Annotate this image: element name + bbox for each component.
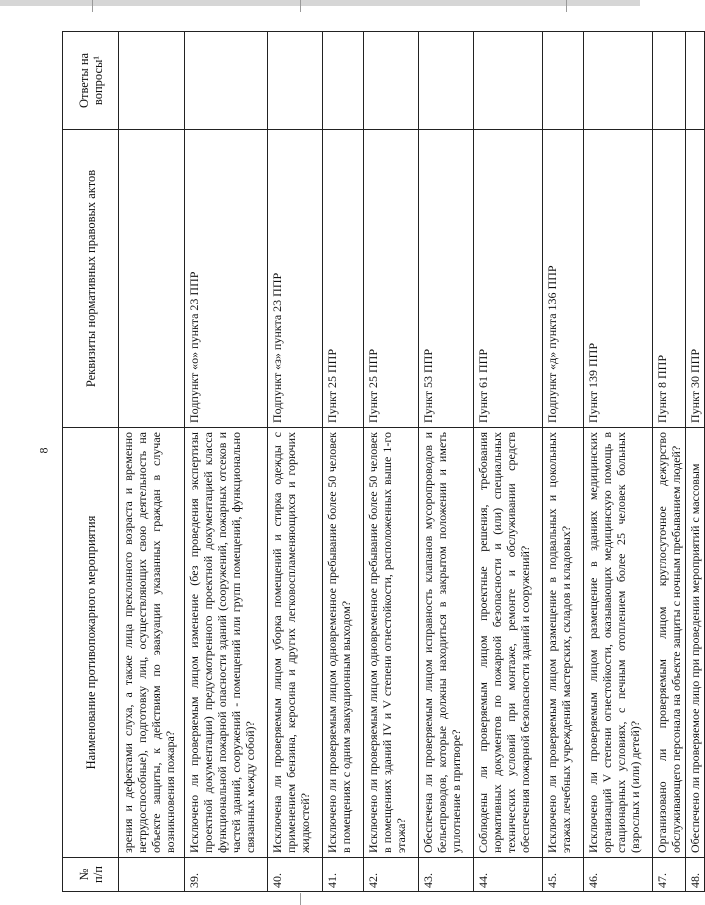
- table-row: [474, 31, 543, 891]
- measure-text: Исключено ли проверяемым лицом изменение (без проведения экспертизы проектной документации) предусмотренного проектной документацией класса функциональной пожарной опасности зданий (сооружений, пожарных отсеков и частей зданий, сооружений - помещений или групп помещений, функционально связанных между собой)?: [185, 428, 268, 858]
- table-row: [119, 31, 185, 891]
- legal-reference: Подпункт «о» пункта 23 ППР: [185, 129, 268, 427]
- row-number: 44.: [474, 858, 543, 892]
- page-number: 8: [36, 447, 51, 454]
- table-row: [268, 31, 323, 891]
- answer-cell: [584, 31, 653, 129]
- header-name: Наименование противопожарного мероприятия: [63, 428, 119, 858]
- row-number: 43.: [419, 858, 474, 892]
- measure-text: Организовано ли проверяемым лицом круглосуточное дежурство обслуживающего персонала на объекте защиты с ночным пребыванием людей?: [653, 428, 686, 858]
- table-row: [653, 31, 686, 891]
- answer-cell: [185, 31, 268, 129]
- row-number: 39.: [185, 858, 268, 892]
- row-number: 47.: [653, 858, 686, 892]
- legal-reference: Пункт 25 ППР: [364, 129, 419, 427]
- answer-cell: [474, 31, 543, 129]
- scan-top-edge: [0, 0, 640, 6]
- measure-text: Обеспечено ли проверяемое лицо при проведении мероприятий с массовым: [686, 428, 705, 858]
- answer-cell: [686, 31, 705, 129]
- legal-reference: Пункт 30 ППР: [686, 129, 705, 427]
- header-num: № п/п: [63, 858, 119, 892]
- table-row: [419, 31, 474, 891]
- table-row: [63, 31, 119, 891]
- answer-cell: [543, 31, 584, 129]
- answer-cell: [364, 31, 419, 129]
- table-row: [686, 31, 705, 891]
- table-row: [185, 31, 268, 891]
- legal-reference: Пункт 25 ППР: [323, 129, 364, 427]
- answer-cell: [119, 31, 185, 129]
- scan-mark: [566, 0, 567, 12]
- checklist-table-wrapper: [62, 32, 702, 892]
- header-requisites: Реквизиты нормативных правовых актов: [63, 129, 119, 427]
- legal-reference: Пункт 139 ППР: [584, 129, 653, 427]
- measure-text: Исключено ли проверяемым лицом одновременное пребывание более 50 человек в помещениях зданий IV и V степени огнестойкости, расположенных выше 1-го этажа?: [364, 428, 419, 858]
- legal-reference: Подпункт «д» пункта 136 ППР: [543, 129, 584, 427]
- legal-reference: Пункт 53 ППР: [419, 129, 474, 427]
- measure-text: Исключено ли проверяемым лицом одновременное пребывание более 50 человек в помещениях с одним эвакуационным выходом?: [323, 428, 364, 858]
- scan-mark: [300, 0, 301, 12]
- measure-text: Соблюдены ли проверяемым лицом проектные решения, требования нормативных документов по пожарной безопасности и (или) специальных технических условий при монтаже, ремонте и обслуживании средств обеспечения пожарной безопасности зданий и сооружений?: [474, 428, 543, 858]
- measure-text: Исключено ли проверяемым лицом размещение в зданиях медицинских организаций V степени огнестойкости, оказывающих медицинскую помощь в стационарных условиях, с печным отоплением более 25 человек больных (взрослых и (или) детей)?: [584, 428, 653, 858]
- checklist-table: [62, 31, 705, 892]
- row-number: [119, 858, 185, 892]
- row-number: 48.: [686, 858, 705, 892]
- legal-reference: Подпункт «з» пункта 23 ППР: [268, 129, 323, 427]
- legal-reference: Пункт 61 ППР: [474, 129, 543, 427]
- row-number: 46.: [584, 858, 653, 892]
- row-number: 41.: [323, 858, 364, 892]
- measure-text: зрения и дефектами слуха, а также лица преклонного возраста и временно нетрудоспособные), подготовку лиц, осуществляющих свою деятельность на объекте защиты, к действиям по эвакуации указанных граждан в случае возникновения пожара?: [119, 428, 185, 858]
- legal-reference: Пункт 8 ППР: [653, 129, 686, 427]
- row-number: 40.: [268, 858, 323, 892]
- row-number: 42.: [364, 858, 419, 892]
- rotated-document: [62, 32, 702, 892]
- scan-mark: [300, 893, 301, 905]
- header-answers: Ответы на вопросы¹: [63, 31, 119, 129]
- answer-cell: [268, 31, 323, 129]
- measure-text: Исключена ли проверяемым лицом уборка помещений и стирка одежды с применением бензина, керосина и других легковоспламеняющихся и горючих жидкостей?: [268, 428, 323, 858]
- table-row: [364, 31, 419, 891]
- measure-text: Исключено ли проверяемым лицом размещение в подвальных и цокольных этажах лечебных учреждений мастерских, складов и кладовых?: [543, 428, 584, 858]
- row-number: 45.: [543, 858, 584, 892]
- answer-cell: [323, 31, 364, 129]
- table-row: [584, 31, 653, 891]
- table-row: [323, 31, 364, 891]
- measure-text: Обеспечена ли проверяемым лицом исправность клапанов мусоропроводов и бельепроводов, которые должны находиться в закрытом положении и иметь уплотнение в притворе?: [419, 428, 474, 858]
- table-row: [543, 31, 584, 891]
- answer-cell: [419, 31, 474, 129]
- scan-mark: [92, 0, 93, 12]
- answer-cell: [653, 31, 686, 129]
- legal-reference: [119, 129, 185, 427]
